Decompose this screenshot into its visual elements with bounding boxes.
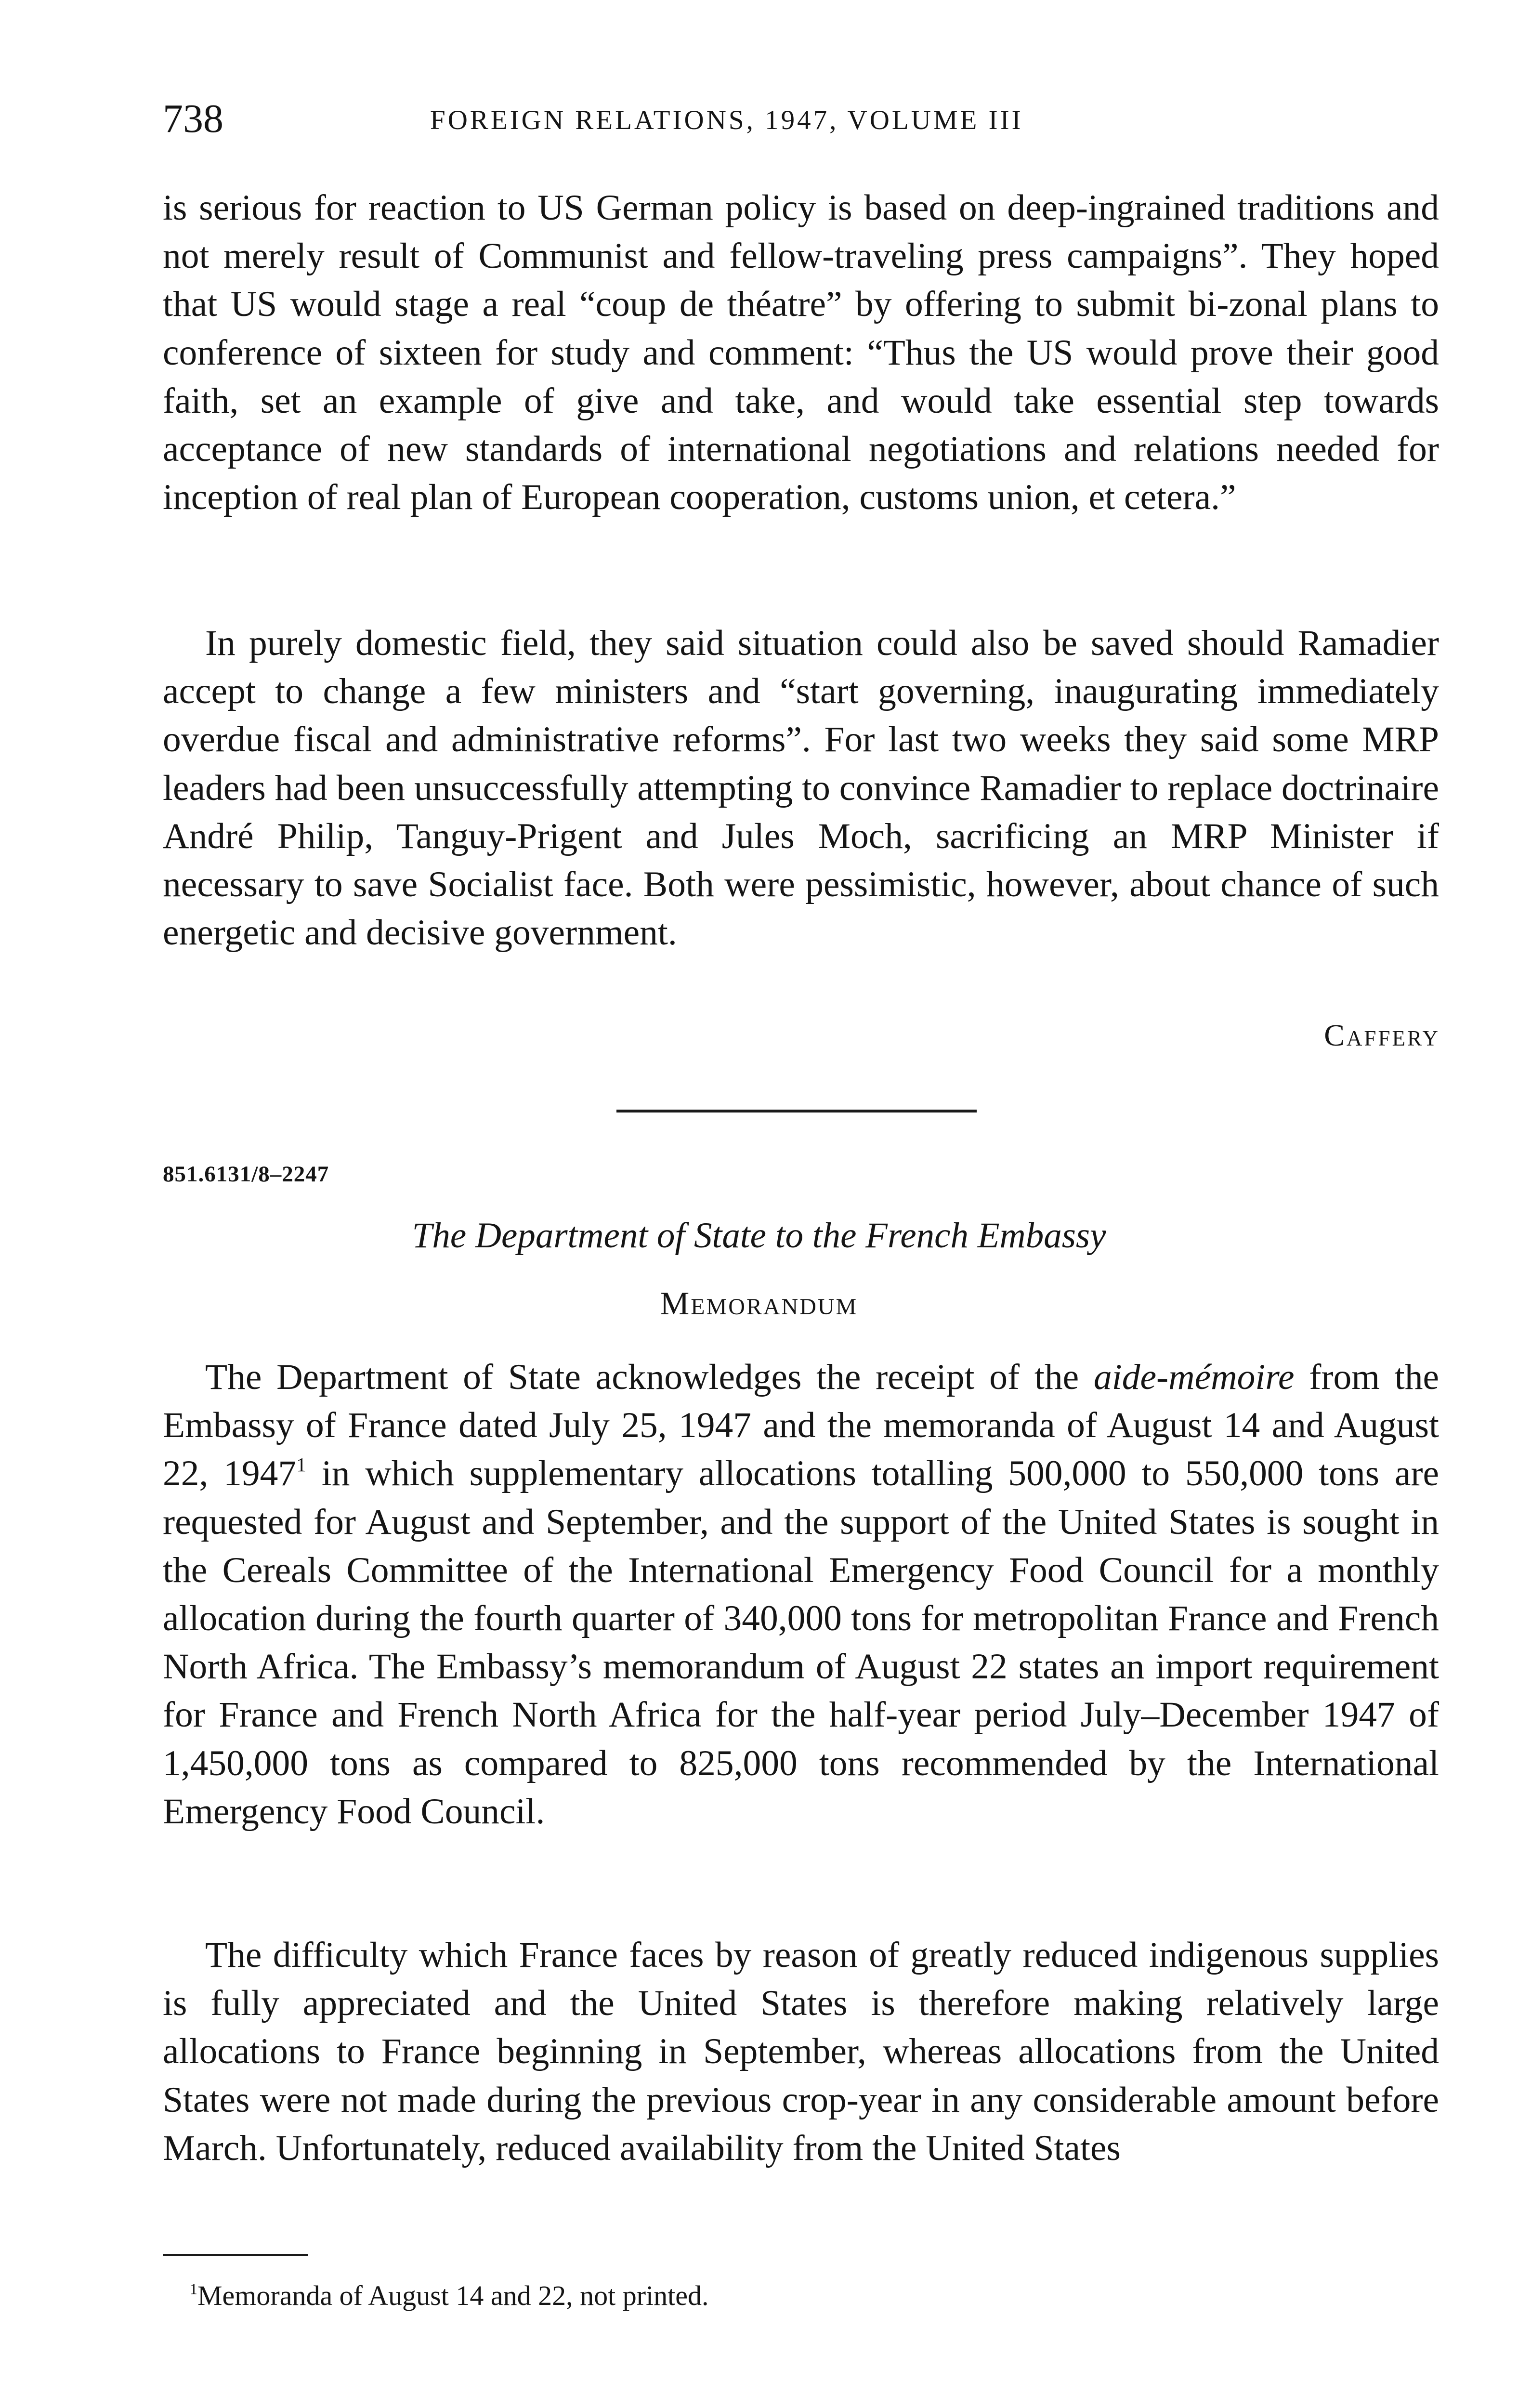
running-head: FOREIGN RELATIONS, 1947, VOLUME III <box>430 105 1023 135</box>
page-number: 738 <box>163 96 223 141</box>
footnote-reference: 1 <box>296 1453 306 1476</box>
file-number: 851.6131/8–2247 <box>163 1162 329 1187</box>
memo-text: The Department of State acknowledges the receipt of the <box>205 1357 1079 1397</box>
memo-text: in which supplementary allocations totalling 500,000 to 550,000 tons are requested for August and September, and the support of the United States is sought in the Cereals Committee of the International Emergency Food Council for a monthly allocation during the fourth quarter of 340,000 tons for metropolitan France and French North Africa. The Embassy’s memorandum of August 22 states an import requirement for France and French North Africa for the half-year period July–December 1947 of 1,450,000 tons as compared to 825,000 tons recommended by the International Emergency Food Council. <box>163 1453 1439 1832</box>
aide-memoire-term: aide-mémoire <box>1093 1357 1295 1397</box>
memo-paragraph: The difficulty which France faces by reason of greatly reduced indigenous supplies is fully appreciated and the United States is therefore making relatively large allocations to France beginning in September, whereas allocations from the United States were not made during the previous crop-year in any considerable amount before March. Unfortunately, reduced availability from the United States <box>163 1935 1439 2168</box>
footnote-divider <box>163 2254 308 2256</box>
signature: Caffery <box>1324 1018 1440 1052</box>
memo-text: from the Embassy of France dated July 25, 1947 and the memoranda of August 14 and August 22, 1947 <box>163 1357 1439 1494</box>
telegram-paragraph: is serious for reaction to US German policy is based on deep-ingrained traditions and not merely result of Communist and fellow-traveling press campaigns”. They hoped that US would stage a real “coup de théatre” by offering to submit bi-zonal plans to conference of sixteen for study and comment: “Thus the US would prove their good faith, set an example of give and take, and would take essential step towards acceptance of new standards of international negotiations and relations needed for inception of real plan of European cooperation, customs union, et cetera.” <box>163 188 1439 518</box>
section-divider <box>616 1110 977 1112</box>
memo-paragraph <box>163 1353 1439 1836</box>
memorandum-heading: Memorandum <box>660 1285 858 1322</box>
telegram-paragraph: In purely domestic field, they said situation could also be saved should Ramadier accept to change a few ministers and “start governing, inaugurating immediately overdue fiscal and administrative reforms”. For last two weeks they said some MRP leaders had been unsuccessfully attempting to convince Ramadier to replace doctrinaire André Philip, Tanguy-Prigent and Jules Moch, sacrificing an MRP Minister if necessary to save Socialist face. Both were pessimistic, however, about chance of such energetic and decisive government. <box>163 623 1439 953</box>
footnote-text: Memoranda of August 14 and 22, not printed. <box>197 2280 709 2311</box>
page-header <box>163 92 1439 150</box>
footnote-marker: 1 <box>190 2280 197 2298</box>
document-title: The Department of State to the French Embassy <box>412 1216 1106 1256</box>
footnote <box>190 2274 709 2317</box>
